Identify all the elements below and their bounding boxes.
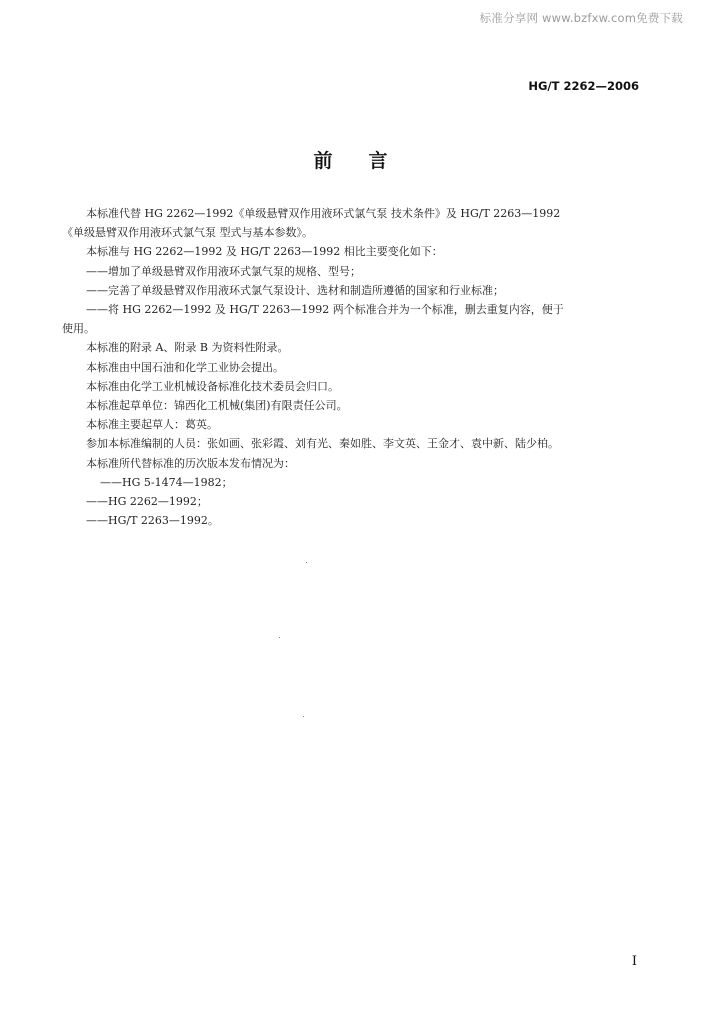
page-title: 前言 xyxy=(313,150,424,172)
page-number: I xyxy=(631,954,637,969)
site-watermark: 标准分享网 www.bzfxw.com免费下载 xyxy=(479,11,683,25)
paragraph-technical-committee: 本标准由化学工业机械设备标准化技术委员会归口。 xyxy=(86,379,339,393)
standard-code: HG/T 2262—2006 xyxy=(528,79,639,93)
list-item-history-2: ——HG 2262—1992； xyxy=(86,495,208,509)
foreword-body xyxy=(62,204,642,530)
paragraph-history-intro: 本标准所代替标准的历次版本发布情况为： xyxy=(86,456,295,470)
list-item-history-1: ——HG 5-1474—1982； xyxy=(100,475,233,489)
scan-speck xyxy=(303,716,304,717)
paragraph-main-drafter: 本标准主要起草人：葛英。 xyxy=(86,418,218,432)
paragraph-changes-intro: 本标准与 HG 2262—1992 及 HG/T 2263—1992 相比主要变化如下： xyxy=(86,245,443,259)
paragraph-proposed-by: 本标准由中国石油和化学工业协会提出。 xyxy=(86,360,284,374)
paragraph-replaces: 本标准代替 HG 2262—1992《单级悬臂双作用液环式氯气泵 技术条件》及 HG/T 2263—1992 xyxy=(86,207,561,220)
scan-speck xyxy=(279,637,280,638)
list-item-change-3: ——将 HG 2262—1992 及 HG/T 2263—1992 两个标准合并为一个标准，删去重复内容，便于 xyxy=(86,303,564,317)
paragraph-replaces-cont: 《单级悬臂双作用液环式氯气泵 型式与基本参数》。 xyxy=(62,226,313,240)
list-item-change-3-cont: 使用。 xyxy=(62,322,95,336)
paragraph-participants: 参加本标准编制的人员：张如画、张彩霞、刘有光、秦如胜、李文英、王金才、袁中新、陆少柏。 xyxy=(86,437,559,451)
list-item-history-3: ——HG/T 2263—1992。 xyxy=(86,514,219,528)
paragraph-annex: 本标准的附录 A、附录 B 为资料性附录。 xyxy=(86,341,289,355)
scan-speck xyxy=(306,562,307,563)
paragraph-drafting-unit: 本标准起草单位：锦西化工机械(集团)有限责任公司。 xyxy=(86,399,348,413)
list-item-change-2: ——完善了单级悬臂双作用液环式氯气泵设计、选材和制造所遵循的国家和行业标准； xyxy=(86,283,504,297)
list-item-change-1: ——增加了单级悬臂双作用液环式氯气泵的规格、型号； xyxy=(86,264,361,278)
